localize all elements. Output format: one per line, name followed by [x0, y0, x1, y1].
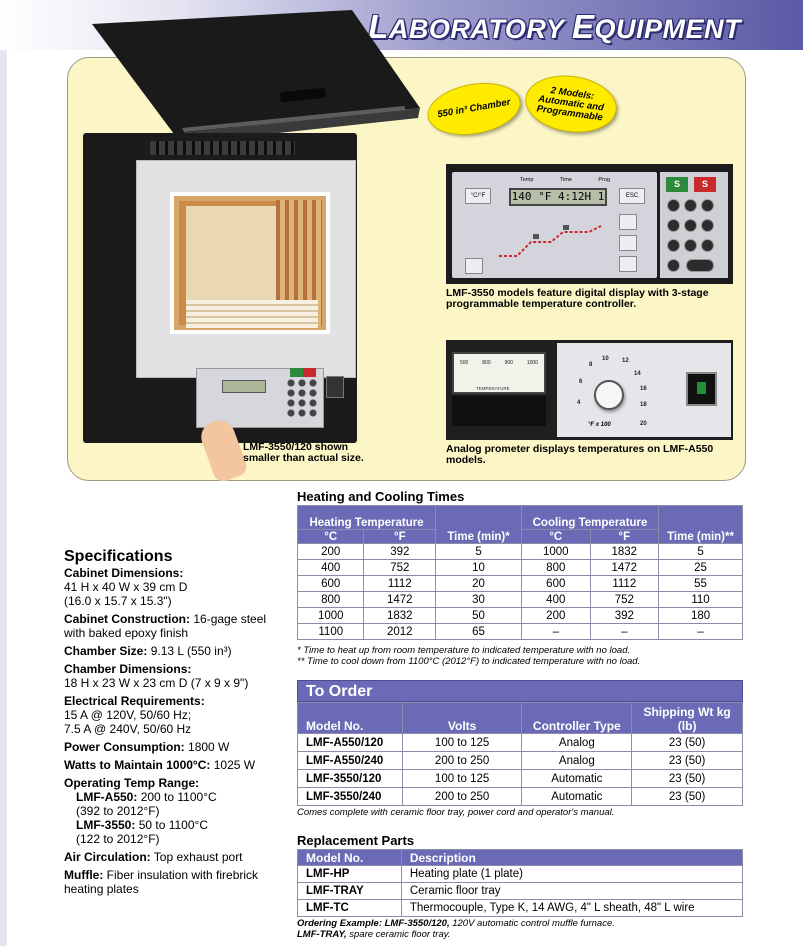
models-badge: 2 Models: Automatic and Programmable — [522, 70, 621, 138]
timer-icon — [619, 256, 637, 272]
order-header-controller: Controller Type — [522, 703, 632, 734]
dial-number: 12 — [622, 358, 629, 364]
keypad-key — [667, 219, 680, 232]
table-row — [298, 624, 743, 640]
table-cell: 1472 — [590, 560, 659, 576]
model-cell: LMF-3550/120 — [298, 770, 403, 788]
spec-value: (392 to 2012°F) — [76, 804, 160, 818]
spec-value: Top exhaust port — [153, 850, 243, 864]
ordering-example — [297, 918, 757, 940]
spec-cabinet-dimensions — [64, 566, 288, 608]
pyrometer-tick: 500 — [460, 360, 469, 366]
order-table — [297, 702, 743, 806]
dial-unit-label: °F x 100 — [588, 422, 611, 428]
table-cell: 5 — [659, 544, 743, 560]
ordering-example-text: 120V automatic control muffle furnace. — [452, 918, 615, 929]
table-cell: Ceramic floor tray — [401, 883, 742, 900]
table-cell: 110 — [659, 592, 743, 608]
table-row — [298, 752, 743, 770]
spec-label: Chamber Size: — [64, 644, 148, 658]
spec-label: Watts to Maintain 1000°C: — [64, 758, 211, 772]
table-cell: 20 — [436, 576, 522, 592]
table-cell: 65 — [436, 624, 522, 640]
clock-icon — [465, 258, 483, 274]
table-cell: Heating plate (1 plate) — [401, 866, 742, 883]
pyrometer-label: TEMPERATURE — [476, 386, 510, 391]
specifications-title: Specifications — [64, 548, 173, 565]
furnace-caption: LMF-3550/120 shown smaller than actual size. — [243, 441, 364, 464]
start-key: S — [666, 177, 688, 192]
table-cell: 200 — [298, 544, 364, 560]
parts-header-description: Description — [401, 850, 742, 866]
table-cell: 1472 — [364, 592, 436, 608]
table-cell: 392 — [364, 544, 436, 560]
table-cell: 1832 — [590, 544, 659, 560]
table-cell: 5 — [436, 544, 522, 560]
table-cell: 200 to 250 — [402, 788, 522, 806]
dial-number: 10 — [602, 356, 609, 362]
table-cell: 392 — [590, 608, 659, 624]
spec-label: Power Consumption: — [64, 740, 185, 754]
spec-operating-range — [64, 776, 288, 846]
range-a550 — [64, 790, 288, 804]
display-header-prog: Prog — [598, 177, 610, 183]
table-cell: Thermocouple, Type K, 14 AWG, 4" L sheath, 48" L wire — [401, 900, 742, 917]
keypad-key — [684, 219, 697, 232]
ordering-example-label: LMF-TRAY, — [297, 929, 347, 940]
table-row — [298, 788, 743, 806]
furnace-controller-display — [222, 380, 266, 393]
spec-value: 18 H x 23 W x 23 cm D (7 x 9 x 9") — [64, 676, 249, 690]
dial-number: 6 — [579, 379, 583, 385]
furnace-power-switch — [326, 376, 344, 398]
table-row — [298, 608, 743, 624]
spec-chamber-size — [64, 644, 288, 658]
table-row — [298, 544, 743, 560]
order-header-model: Model No. — [298, 703, 403, 734]
range-3550 — [64, 818, 288, 832]
ordering-example-label: Ordering Example: LMF-3550/120, — [297, 918, 450, 929]
table-row — [298, 592, 743, 608]
unit-toggle-button: °C/°F — [465, 188, 491, 204]
pyrometer-housing — [452, 396, 546, 426]
table-cell: 30 — [436, 592, 522, 608]
table-row — [298, 560, 743, 576]
title-rest-2: QUIPMENT — [594, 14, 741, 44]
table-cell: – — [659, 624, 743, 640]
keypad-key — [684, 239, 697, 252]
dial-number: 18 — [640, 402, 647, 408]
spec-value: 9.13 L (550 in³) — [150, 644, 232, 658]
left-margin-rule — [0, 50, 7, 946]
spec-label: Cabinet Dimensions: — [64, 566, 184, 580]
spec-value: 200 to 1100°C — [140, 790, 217, 804]
keypad-key — [684, 199, 697, 212]
spec-label: Chamber Dimensions: — [64, 662, 192, 676]
ramp-icon — [619, 214, 637, 230]
pyrometer-tick: 1000 — [526, 360, 538, 366]
table-cell: Automatic — [522, 770, 632, 788]
furnace-controller-start-stop — [290, 368, 316, 377]
furnace-vents — [150, 141, 295, 155]
digital-controller-caption: LMF-3550 models feature digital display with 3-stage programmable temperature controller. — [446, 287, 709, 310]
cool-f-header: °F — [590, 530, 659, 544]
order-header-volts: Volts — [402, 703, 522, 734]
table-cell: 200 to 250 — [402, 752, 522, 770]
table-cell: 600 — [522, 576, 591, 592]
table-cell: 100 to 125 — [402, 770, 522, 788]
cooling-temp-header: Cooling Temperature — [522, 506, 659, 530]
keypad-key — [701, 239, 714, 252]
table-cell: – — [522, 624, 591, 640]
model-cell: LMF-3550/240 — [298, 788, 403, 806]
pyrometer-tick: 900 — [504, 360, 513, 366]
heating-table-body — [298, 544, 743, 640]
chamber-size-badge: 550 in³ Chamber — [423, 76, 524, 142]
spec-label: Operating Temp Range: — [64, 776, 200, 790]
display-header-temp: Temp — [520, 177, 534, 183]
spec-value: 1025 W — [213, 758, 256, 772]
title-cap-2: E — [571, 8, 595, 45]
ordering-example-text: spare ceramic floor tray. — [349, 929, 451, 940]
specifications — [64, 548, 288, 900]
spec-label: LMF-3550: — [76, 818, 136, 832]
cool-c-header: °C — [522, 530, 591, 544]
esc-button: ESC — [619, 188, 645, 204]
spec-label: LMF-A550: — [76, 790, 138, 804]
dial-number: 4 — [577, 400, 581, 406]
heating-table-title: Heating and Cooling Times — [297, 489, 465, 504]
spec-value: 1800 W — [188, 740, 230, 754]
table-cell: 400 — [298, 560, 364, 576]
model-cell: LMF-A550/240 — [298, 752, 403, 770]
digital-display: 140 °F 4:12H 1 — [509, 188, 607, 206]
heat-f-header: °F — [364, 530, 436, 544]
heat-c-header: °C — [298, 530, 364, 544]
table-row — [298, 734, 743, 752]
pyrometer-tick: 800 — [482, 360, 491, 366]
table-cell: 50 — [436, 608, 522, 624]
model-cell: LMF-TRAY — [298, 883, 402, 900]
heating-footnote: * Time to heat up from room temperature to indicated temperature with no load. — [297, 645, 631, 656]
spec-power — [64, 740, 288, 754]
spec-label: Air Circulation: — [64, 850, 151, 864]
model-cell: LMF-HP — [298, 866, 402, 883]
table-cell: Automatic — [522, 788, 632, 806]
dial-number: 14 — [634, 371, 641, 377]
keypad-key — [701, 199, 714, 212]
spec-value: 50 to 1100°C — [138, 818, 208, 832]
table-cell: 100 to 125 — [402, 734, 522, 752]
title-rest-1: ABORATORY — [388, 14, 564, 44]
table-cell: 600 — [298, 576, 364, 592]
spec-value: 15 A @ 120V, 50/60 Hz; — [64, 708, 192, 722]
digital-display-headers — [520, 177, 610, 183]
table-cell: 800 — [298, 592, 364, 608]
table-cell: 1000 — [298, 608, 364, 624]
model-cell: LMF-TC — [298, 900, 402, 917]
spec-air-circulation — [64, 850, 288, 864]
table-cell: 23 (50) — [632, 788, 743, 806]
table-cell: 23 (50) — [632, 752, 743, 770]
heating-time-header: Time (min)* — [436, 506, 522, 544]
keypad-key — [667, 239, 680, 252]
keypad-key — [667, 259, 680, 272]
cooling-footnote: ** Time to cool down from 1100°C (2012°F) to indicated temperature with no load. — [297, 656, 641, 667]
heating-temp-header: Heating Temperature — [298, 506, 436, 530]
spec-value: 16-gage steel with baked epoxy finish — [64, 612, 267, 640]
temperature-dial-knob — [594, 380, 624, 410]
order-note: Comes complete with ceramic floor tray, power cord and operator's manual. — [297, 807, 615, 818]
table-row — [298, 770, 743, 788]
to-order-title: To Order — [297, 680, 743, 702]
spec-cabinet-construction — [64, 612, 288, 640]
furnace-chamber-back — [186, 206, 276, 302]
spec-chamber-dimensions — [64, 662, 288, 690]
table-cell: Analog — [522, 734, 632, 752]
power-indicator-light — [697, 382, 706, 394]
spec-value: (122 to 2012°F) — [76, 832, 160, 846]
table-row — [298, 883, 743, 900]
spec-label: Cabinet Construction: — [64, 612, 190, 626]
heating-cooling-table — [297, 505, 743, 640]
table-cell: 400 — [522, 592, 591, 608]
order-header-weight: Shipping Wt kg (lb) — [632, 703, 743, 734]
analog-controller-caption: Analog prometer displays temperatures on LMF-A550 models. — [446, 443, 714, 466]
table-cell: 10 — [436, 560, 522, 576]
spec-value: (16.0 x 15.7 x 15.3") — [64, 594, 172, 608]
enter-key — [686, 259, 714, 272]
table-cell: 1832 — [364, 608, 436, 624]
keypad-key — [701, 219, 714, 232]
model-cell: LMF-A550/120 — [298, 734, 403, 752]
table-cell: 800 — [522, 560, 591, 576]
spec-value: 7.5 A @ 240V, 50/60 Hz — [64, 722, 192, 736]
table-cell: 1112 — [364, 576, 436, 592]
dial-number: 20 — [640, 421, 647, 427]
table-cell: 1100 — [298, 624, 364, 640]
stop-key: S — [694, 177, 716, 192]
dial-number: 8 — [589, 362, 593, 368]
table-cell: 25 — [659, 560, 743, 576]
table-cell: 180 — [659, 608, 743, 624]
spec-electrical — [64, 694, 288, 736]
parts-header-model: Model No. — [298, 850, 402, 866]
title-cap-1: L — [368, 8, 389, 45]
furnace-lid — [84, 10, 424, 138]
table-cell: 2012 — [364, 624, 436, 640]
program-profile-graphic — [497, 222, 609, 260]
furnace-floor-tray — [186, 300, 318, 328]
cooling-time-header: Time (min)** — [659, 506, 743, 544]
spec-value: 41 H x 40 W x 39 cm D — [64, 580, 188, 594]
spec-label: Muffle: — [64, 868, 104, 882]
table-cell: 1000 — [522, 544, 591, 560]
table-cell: 1112 — [590, 576, 659, 592]
display-header-time: Time — [559, 177, 572, 183]
spec-value: Fiber insulation with firebrick heating plates — [64, 868, 259, 896]
spec-watts-maintain — [64, 758, 288, 772]
parts-table — [297, 849, 743, 917]
dial-number: 16 — [640, 386, 647, 392]
table-cell: 752 — [590, 592, 659, 608]
table-cell: 200 — [522, 608, 591, 624]
table-cell: 23 (50) — [632, 770, 743, 788]
table-cell: Analog — [522, 752, 632, 770]
table-row — [298, 866, 743, 883]
furnace-controller-keypad — [286, 378, 318, 418]
page-title — [368, 8, 741, 46]
table-cell: – — [590, 624, 659, 640]
spec-label: Electrical Requirements: — [64, 694, 205, 708]
hold-icon — [619, 235, 637, 251]
parts-title: Replacement Parts — [297, 833, 415, 848]
table-row — [298, 576, 743, 592]
pyrometer-scale — [460, 360, 538, 384]
keypad-key — [667, 199, 680, 212]
table-cell: 752 — [364, 560, 436, 576]
table-row — [298, 900, 743, 917]
table-cell: 23 (50) — [632, 734, 743, 752]
spec-muffle — [64, 868, 288, 896]
table-cell: 55 — [659, 576, 743, 592]
